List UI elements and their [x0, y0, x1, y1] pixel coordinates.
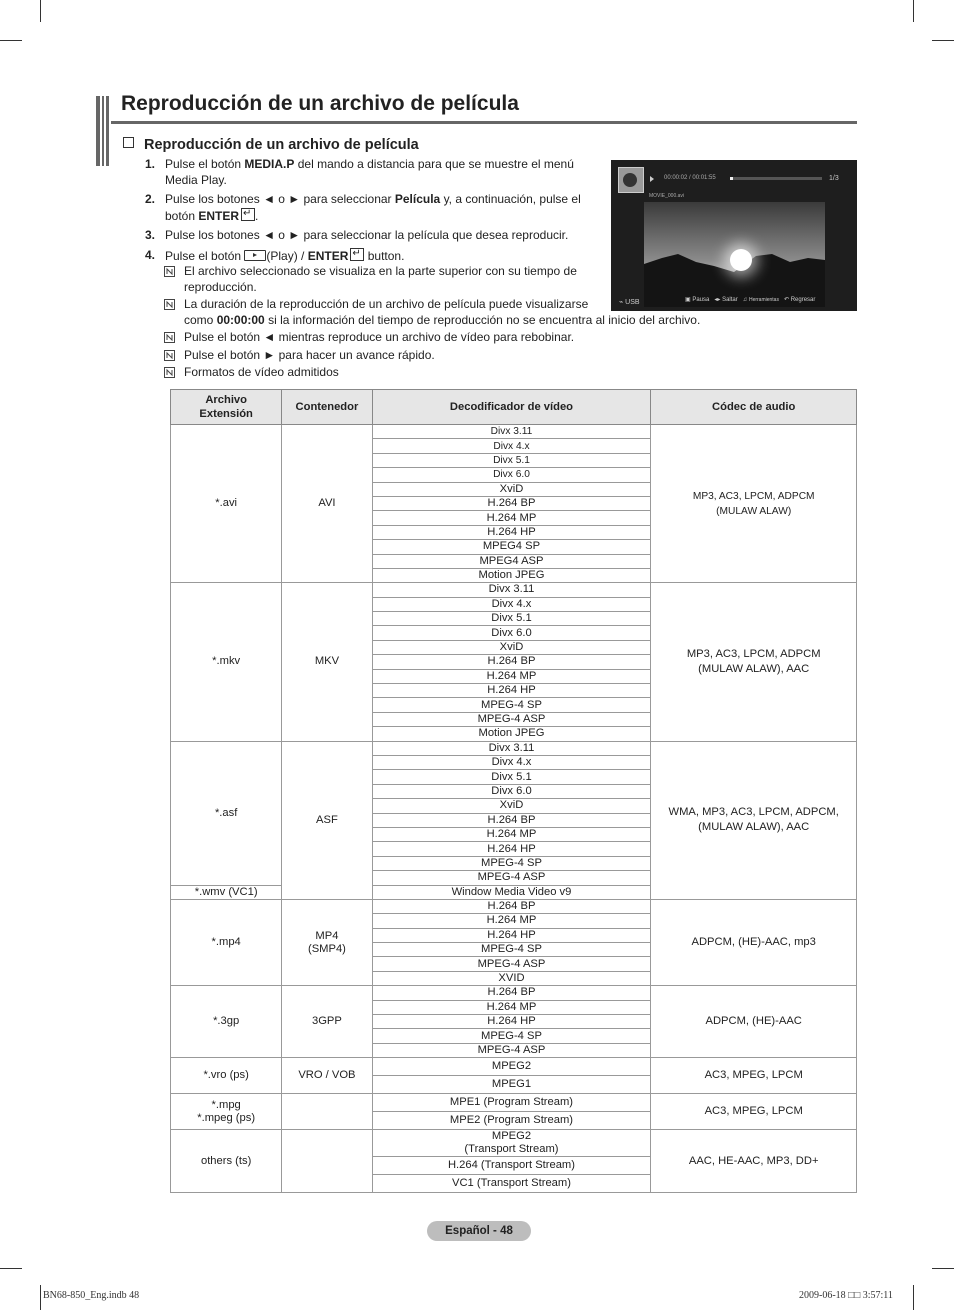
video-codec-cell: XviD	[372, 640, 651, 654]
audio-codec-cell: ADPCM, (HE)-AAC, mp3	[651, 899, 857, 985]
tools-icon: ♫	[742, 297, 748, 303]
video-codec-cell: XviD	[372, 482, 651, 496]
crop-mark	[913, 1285, 914, 1310]
media-play-screenshot	[611, 160, 857, 311]
video-codec-cell: Divx 4.x	[372, 597, 651, 611]
audio-codec-cell: AC3, MPEG, LPCM	[651, 1094, 857, 1130]
video-codec-cell: MPEG4 SP	[372, 540, 651, 554]
audio-codec-cell: MP3, AC3, LPCM, ADPCM (MULAW ALAW)	[651, 425, 857, 583]
video-codec-cell: Divx 5.1	[372, 770, 651, 784]
enter-key-icon	[241, 208, 255, 221]
note-text: El archivo seleccionado se visualiza en la parte superior con su tiempo de reproducción.	[184, 264, 577, 294]
video-codec-cell: Divx 6.0	[372, 626, 651, 640]
return-icon: ↶	[783, 297, 790, 303]
video-codec-cell: Divx 5.1	[372, 612, 651, 626]
movie-thumbnail	[618, 167, 644, 193]
audio-codec-cell: MP3, AC3, LPCM, ADPCM (MULAW ALAW), AAC	[651, 583, 857, 741]
video-codec-cell: MPEG-4 ASP	[372, 712, 651, 726]
video-codec-cell: H.264 BP	[372, 496, 651, 510]
playback-time: 00:00:02 / 00:01:55	[664, 175, 716, 181]
note-text: Pulse el botón ◄ mientras reproduce un archivo de vídeo para rebobinar.	[184, 330, 575, 344]
crop-mark	[932, 40, 954, 41]
table-row	[171, 741, 857, 755]
video-codec-cell: H.264 (Transport Stream)	[372, 1157, 651, 1175]
video-codec-cell: H.264 BP	[372, 813, 651, 827]
section-heading	[123, 137, 419, 153]
video-codec-cell: H.264 MP	[372, 827, 651, 841]
video-codec-cell: Motion JPEG	[372, 568, 651, 582]
skip-icon: ◂▸	[714, 297, 721, 303]
title-rule	[111, 121, 857, 124]
step-number: 3.	[145, 228, 156, 242]
extension-cell: *.vro (ps)	[171, 1058, 282, 1094]
progress-fill	[730, 177, 733, 180]
video-codec-cell: MPEG4 ASP	[372, 554, 651, 568]
header-extension: Archivo Extensión	[171, 390, 282, 425]
extension-cell: *.wmv (VC1)	[171, 885, 282, 899]
video-codec-cell: Motion JPEG	[372, 727, 651, 741]
file-name: MOVIE_000.avi	[649, 193, 685, 199]
extension-cell: *.mp4	[171, 899, 282, 985]
video-codec-cell: H.264 BP	[372, 899, 651, 913]
video-codec-cell: H.264 MP	[372, 669, 651, 683]
crop-mark	[40, 1285, 41, 1310]
crop-mark	[40, 0, 41, 22]
video-codec-cell: MPEG-4 SP	[372, 1029, 651, 1043]
container-cell: VRO / VOB	[282, 1058, 372, 1094]
note-icon	[164, 266, 175, 277]
table-row	[171, 1094, 857, 1112]
checkbox-bullet-icon	[123, 137, 134, 148]
container-cell: 3GPP	[282, 986, 372, 1058]
video-codec-cell: Divx 3.11	[372, 583, 651, 597]
video-codec-cell: MPEG-4 ASP	[372, 871, 651, 885]
video-codec-cell: MPEG1	[372, 1076, 651, 1094]
step-4-text: Pulse el botón (Play) / ENTER↵ button.	[165, 248, 404, 265]
video-codec-cell: MPE1 (Program Stream)	[372, 1094, 651, 1112]
video-codec-cell: H.264 HP	[372, 928, 651, 942]
extension-cell: *.3gp	[171, 986, 282, 1058]
crop-mark	[0, 40, 22, 41]
video-codec-cell: VC1 (Transport Stream)	[372, 1175, 651, 1193]
video-codec-cell: Divx 3.11	[372, 741, 651, 755]
print-file-info: BN68-850_Eng.indb 48	[43, 1290, 140, 1301]
video-codec-cell: XVID	[372, 971, 651, 985]
video-codec-cell: H.264 MP	[372, 914, 651, 928]
table-row	[171, 986, 857, 1000]
crop-mark	[932, 1268, 954, 1269]
container-cell: AVI	[282, 425, 372, 583]
video-codec-cell: MPEG-4 SP	[372, 943, 651, 957]
note-text: La duración de la reproducción de un archivo de película puede visualizarse como 00:00:00 si la información del tiempo de reproducción no se encuentra al inicio del archivo.	[184, 297, 701, 327]
film-reel-icon	[623, 173, 637, 187]
container-cell: ASF	[282, 741, 372, 899]
crop-mark	[0, 1268, 22, 1269]
video-codec-cell: Divx 6.0	[372, 468, 651, 482]
step-number: 2.	[145, 192, 156, 206]
enter-key-icon	[350, 248, 364, 261]
extension-cell: *.asf	[171, 741, 282, 885]
step-2-text: Pulse los botones ◄ o ► para seleccionar Película y, a continuación, pulse el botón ENTER↵ .	[165, 192, 581, 224]
page-number: Español - 48	[427, 1221, 531, 1241]
step-number: 1.	[145, 157, 156, 171]
video-codec-cell: H.264 MP	[372, 511, 651, 525]
pause-icon: ▣	[685, 297, 691, 303]
video-codec-cell: MPEG-4 ASP	[372, 1043, 651, 1057]
audio-codec-cell: WMA, MP3, AC3, LPCM, ADPCM, (MULAW ALAW), AAC	[651, 741, 857, 899]
table-row	[171, 425, 857, 439]
file-count: 1/3	[829, 175, 839, 182]
video-codec-cell: Divx 4.x	[372, 755, 651, 769]
video-codec-cell: MPEG-4 SP	[372, 856, 651, 870]
play-icon	[650, 176, 654, 182]
table-row	[171, 1058, 857, 1076]
screen-controls: ▣ Pausa ◂▸ Saltar ♫ Herramientas ↶ Regresar	[685, 297, 816, 303]
audio-codec-cell: ADPCM, (HE)-AAC	[651, 986, 857, 1058]
progress-bar	[730, 177, 822, 180]
note-icon	[164, 332, 175, 343]
audio-codec-cell: AAC, HE-AAC, MP3, DD+	[651, 1130, 857, 1193]
note-icon	[164, 367, 175, 378]
video-codec-cell: Divx 5.1	[372, 453, 651, 467]
video-codec-cell: MPE2 (Program Stream)	[372, 1112, 651, 1130]
usb-source: ⌁ USB	[619, 299, 640, 306]
note-icon	[164, 299, 175, 310]
video-frame	[644, 202, 825, 307]
header-audio-codec: Códec de audio	[651, 390, 857, 425]
header-video-decoder: Decodificador de vídeo	[372, 390, 651, 425]
container-cell	[282, 1094, 372, 1130]
table-row	[171, 1130, 857, 1157]
video-codec-cell: H.264 HP	[372, 525, 651, 539]
note-text: Formatos de vídeo admitidos	[184, 365, 339, 379]
note-text: Pulse el botón ► para hacer un avance rápido.	[184, 348, 435, 362]
table-header-row	[171, 390, 857, 425]
video-codec-cell: MPEG-4 ASP	[372, 957, 651, 971]
extension-cell: *.mkv	[171, 583, 282, 741]
video-codec-cell: Divx 4.x	[372, 439, 651, 453]
note-icon	[164, 350, 175, 361]
table-row	[171, 583, 857, 597]
container-cell: MKV	[282, 583, 372, 741]
video-codec-cell: MPEG2 (Transport Stream)	[372, 1130, 651, 1157]
extension-cell: others (ts)	[171, 1130, 282, 1193]
video-codec-cell: MPEG-4 SP	[372, 698, 651, 712]
extension-cell: *.avi	[171, 425, 282, 583]
container-cell	[282, 1130, 372, 1193]
video-codec-cell: H.264 BP	[372, 986, 651, 1000]
video-codec-cell: Window Media Video v9	[372, 885, 651, 899]
header-container: Contenedor	[282, 390, 372, 425]
video-formats-table	[170, 389, 857, 1193]
video-codec-cell: H.264 HP	[372, 842, 651, 856]
print-timestamp: 2009-06-18 □□ 3:57:11	[799, 1290, 893, 1301]
video-codec-cell: Divx 6.0	[372, 784, 651, 798]
container-cell: MP4 (SMP4)	[282, 899, 372, 985]
extension-cell: *.mpg *.mpeg (ps)	[171, 1094, 282, 1130]
video-codec-cell: H.264 HP	[372, 684, 651, 698]
sun-glow	[730, 249, 752, 271]
step-3-text: Pulse los botones ◄ o ► para seleccionar la película que desea reproducir.	[165, 228, 569, 242]
video-codec-cell: Divx 3.11	[372, 425, 651, 439]
step-number: 4.	[145, 248, 156, 262]
video-codec-cell: MPEG2	[372, 1058, 651, 1076]
step-1-text: Pulse el botón MEDIA.P del mando a distancia para que se muestre el menú Media Play.	[165, 157, 574, 187]
video-codec-cell: XviD	[372, 799, 651, 813]
crop-mark	[913, 0, 914, 22]
video-codec-cell: H.264 HP	[372, 1015, 651, 1029]
play-key-icon	[244, 250, 266, 261]
table-row	[171, 899, 857, 913]
section-title: Reproducción de un archivo de película	[144, 137, 419, 153]
audio-codec-cell: AC3, MPEG, LPCM	[651, 1058, 857, 1094]
video-codec-cell: H.264 MP	[372, 1000, 651, 1014]
video-codec-cell: H.264 BP	[372, 655, 651, 669]
page-title: Reproducción de un archivo de película	[121, 92, 519, 115]
